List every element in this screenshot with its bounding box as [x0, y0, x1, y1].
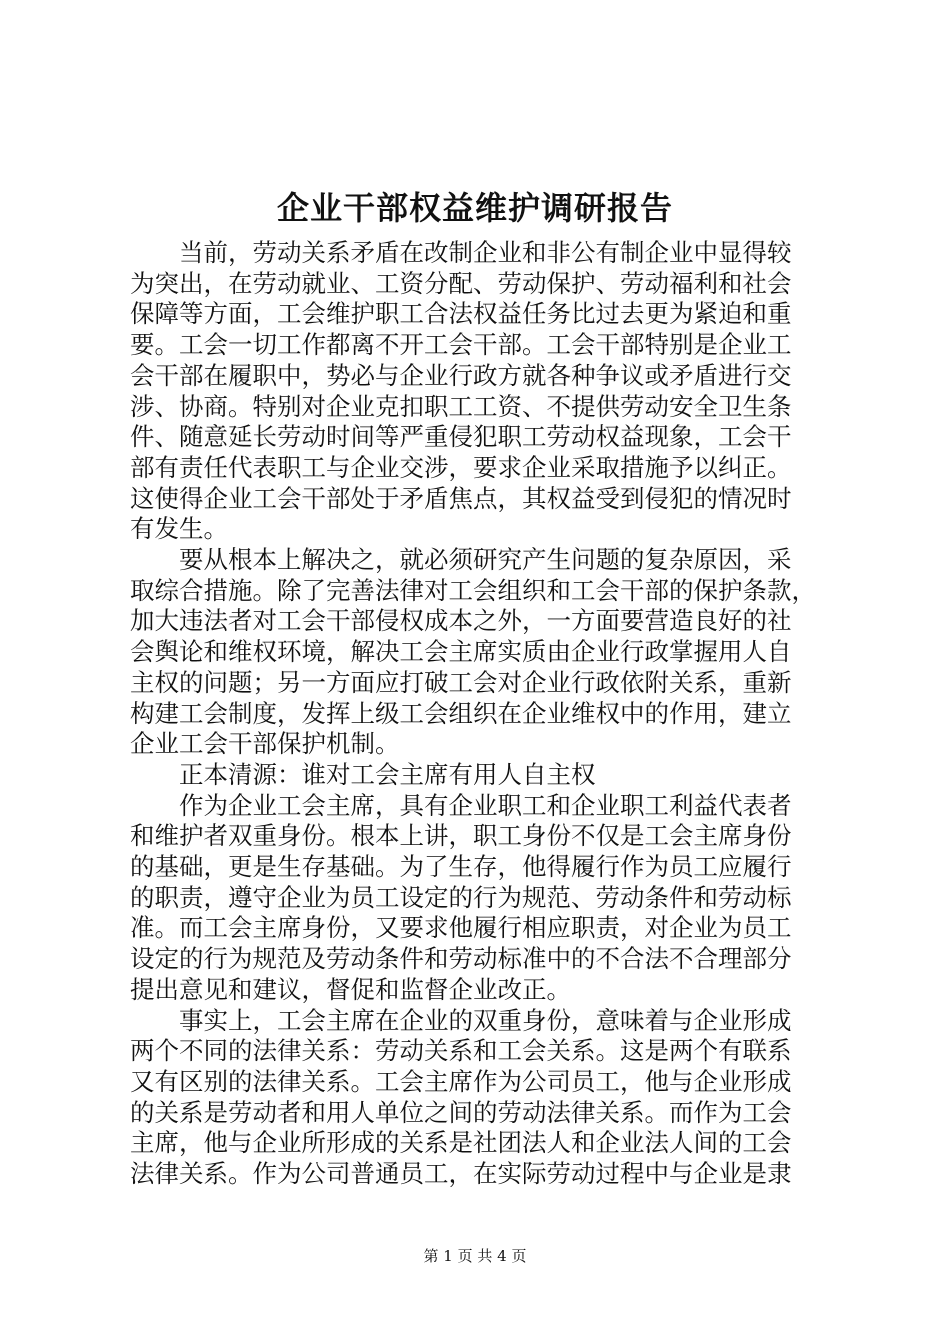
paragraph-line: 主席，他与企业所形成的关系是社团法人和企业法人间的工会	[130, 1128, 792, 1158]
paragraph-line: 部有责任代表职工与企业交涉，要求企业采取措施予以纠正。	[130, 452, 792, 482]
paragraph-line: 又有区别的法律关系。工会主席作为公司员工，他与企业形成	[130, 1066, 792, 1096]
paragraph-line: 要从根本上解决之，就必须研究产生问题的复杂原因，采	[179, 545, 792, 575]
paragraph-line: 事实上，工会主席在企业的双重身份，意味着与企业形成	[179, 1005, 792, 1035]
paragraph-line: 这使得企业工会干部处于矛盾焦点，其权益受到侵犯的情况时	[130, 483, 792, 513]
paragraph-line: 作为企业工会主席，具有企业职工和企业职工利益代表者	[179, 790, 792, 820]
paragraph-line: 的职责，遵守企业为员工设定的行为规范、劳动条件和劳动标	[130, 882, 792, 912]
document-title: 企业干部权益维护调研报告	[276, 189, 673, 227]
paragraph-line: 正本清源：谁对工会主席有用人自主权	[179, 759, 596, 789]
paragraph-line: 为突出，在劳动就业、工资分配、劳动保护、劳动福利和社会	[130, 268, 792, 298]
paragraph-line: 的基础，更是生存基础。为了生存，他得履行作为员工应履行	[130, 852, 792, 882]
paragraph	[130, 1006, 830, 1190]
paragraph-line: 会干部在履职中，势必与企业行政方就各种争议或矛盾进行交	[130, 360, 792, 390]
paragraph-line: 取综合措施。除了完善法律对工会组织和工会干部的保护条款，	[130, 575, 816, 605]
paragraph-line: 法律关系。作为公司普通员工，在实际劳动过程中与企业是隶	[130, 1159, 792, 1189]
paragraph-line: 两个不同的法律关系：劳动关系和工会关系。这是两个有联系	[130, 1036, 792, 1066]
paragraph-line: 会舆论和维权环境，解决工会主席实质由企业行政掌握用人自	[130, 637, 792, 667]
paragraph	[130, 238, 830, 545]
paragraph-line: 企业工会干部保护机制。	[130, 729, 400, 759]
paragraph-line: 当前，劳动关系矛盾在改制企业和非公有制企业中显得较	[179, 238, 792, 267]
paragraph	[130, 760, 830, 791]
page-footer: 第 1 页 共 4 页	[423, 1247, 527, 1265]
paragraph	[130, 791, 830, 1006]
document-body	[130, 238, 830, 1190]
paragraph-line: 有发生。	[130, 514, 228, 544]
paragraph-line: 要。工会一切工作都离不开工会干部。工会干部特别是企业工	[130, 330, 792, 360]
paragraph-line: 加大违法者对工会干部侵权成本之外，一方面要营造良好的社	[130, 606, 792, 636]
paragraph-line: 和维护者双重身份。根本上讲，职工身份不仅是工会主席身份	[130, 821, 792, 851]
paragraph-line: 构建工会制度，发挥上级工会组织在企业维权中的作用，建立	[130, 698, 792, 728]
paragraph-line: 提出意见和建议，督促和监督企业改正。	[130, 974, 571, 1004]
paragraph	[130, 545, 830, 760]
paragraph-line: 保障等方面，工会维护职工合法权益任务比过去更为紧迫和重	[130, 299, 792, 329]
paragraph-line: 设定的行为规范及劳动条件和劳动标准中的不合法不合理部分	[130, 944, 792, 974]
paragraph-line: 准。而工会主席身份，又要求他履行相应职责，对企业为员工	[130, 913, 792, 943]
paragraph-line: 的关系是劳动者和用人单位之间的劳动法律关系。而作为工会	[130, 1097, 792, 1127]
paragraph-line: 涉、协商。特别对企业克扣职工工资、不提供劳动安全卫生条	[130, 391, 792, 421]
paragraph-line: 件、随意延长劳动时间等严重侵犯职工劳动权益现象，工会干	[130, 422, 792, 452]
paragraph-line: 主权的问题；另一方面应打破工会对企业行政依附关系，重新	[130, 667, 792, 697]
